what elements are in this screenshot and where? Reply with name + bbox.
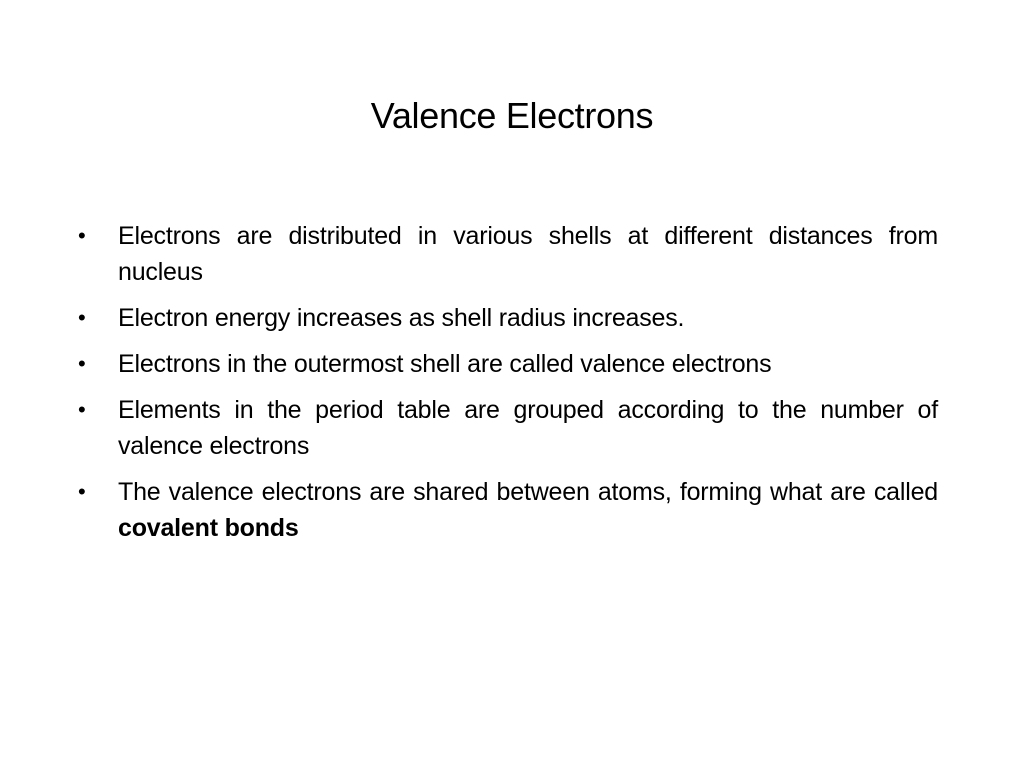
bullet-list	[78, 218, 938, 556]
bullet-point-icon: •	[78, 223, 86, 248]
bullet-item	[78, 218, 938, 290]
bullet-text: Electrons are distributed in various shells at different distances from nucleus	[118, 222, 938, 286]
bullet-item	[78, 474, 938, 546]
bullet-point-icon: •	[78, 351, 86, 376]
bullet-item	[78, 392, 938, 464]
bullet-item	[78, 300, 938, 336]
bullet-item	[78, 346, 938, 382]
bullet-point-icon: •	[78, 305, 86, 330]
bullet-text: Elements in the period table are grouped according to the number of valence electrons	[118, 396, 938, 460]
bullet-text: The valence electrons are shared between atoms, forming what are called	[118, 478, 938, 506]
bullet-text: Electron energy increases as shell radius increases.	[118, 304, 685, 332]
bullet-bold-term: covalent bonds	[118, 514, 299, 542]
bullet-point-icon: •	[78, 479, 86, 504]
slide-title: Valence Electrons	[370, 95, 654, 136]
bullet-text: Electrons in the outermost shell are called valence electrons	[118, 350, 772, 378]
bullet-point-icon: •	[78, 397, 86, 422]
